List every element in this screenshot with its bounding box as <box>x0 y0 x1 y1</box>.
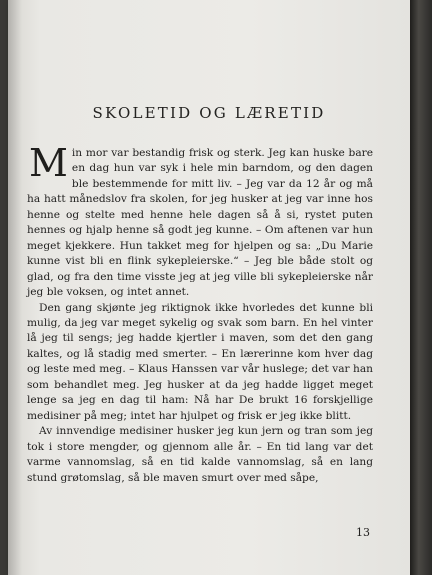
paragraph-1 <box>27 141 373 301</box>
book-page <box>8 0 410 575</box>
spine-shadow <box>8 0 22 575</box>
paragraph-3: Av innvendige medisiner husker jeg kun jern og tran som jeg tok i store mengder, og gjennom alle år. – En tid lang var det varme vannomslag, så en tid kalde vannomslag, så en lang stund grøtomslag, så ble maven smurt over med såpe, <box>27 425 373 484</box>
drop-cap: M <box>29 141 68 185</box>
paragraph-1-text: in mor var bestandig frisk og sterk. Jeg kan huske bare en dag hun var syk i hele min barndom, og den dagen ble bestemmende for mitt liv. – Jeg var da 12 år og må ha hatt månedslov fra skolen, for jeg husker at jeg var inne hos henne og stelte med henne hele dagen så å si, rystet puten hennes og hjalp henne så godt jeg kunne. – Om aftenen var hun meget kjekkere. Hun takket meg for hjelpen og sa: „Du Marie kunne vist bli en flink sykepleierske.“ – Jeg ble både stolt og glad, og fra den time visste jeg at jeg ville bli sykepleierske når jeg ble voksen, og intet annet. <box>27 147 373 299</box>
chapter-title: SKOLETID OG LÆRETID <box>92 104 326 122</box>
book-edge <box>410 0 432 575</box>
page-number: 13 <box>356 526 370 539</box>
body-text <box>27 141 373 486</box>
paragraph-2: Den gang skjønte jeg riktignok ikke hvorledes det kunne bli mulig, da jeg var meget sykelig og svak som barn. En hel vinter lå jeg til sengs; jeg hadde kjertler i maven, som det den gang kaltes, og lå stadig med smerter. – En lærerinne kom hver dag og leste med meg. – Klaus Hanssen var vår huslege; det var han som behandlet meg. Jeg husker at da jeg hadde ligget meget lenge sa jeg en dag til ham: Nå har De brukt 16 forskjellige medisiner på meg; intet har hjulpet og frisk er jeg ikke blitt. <box>27 301 373 422</box>
